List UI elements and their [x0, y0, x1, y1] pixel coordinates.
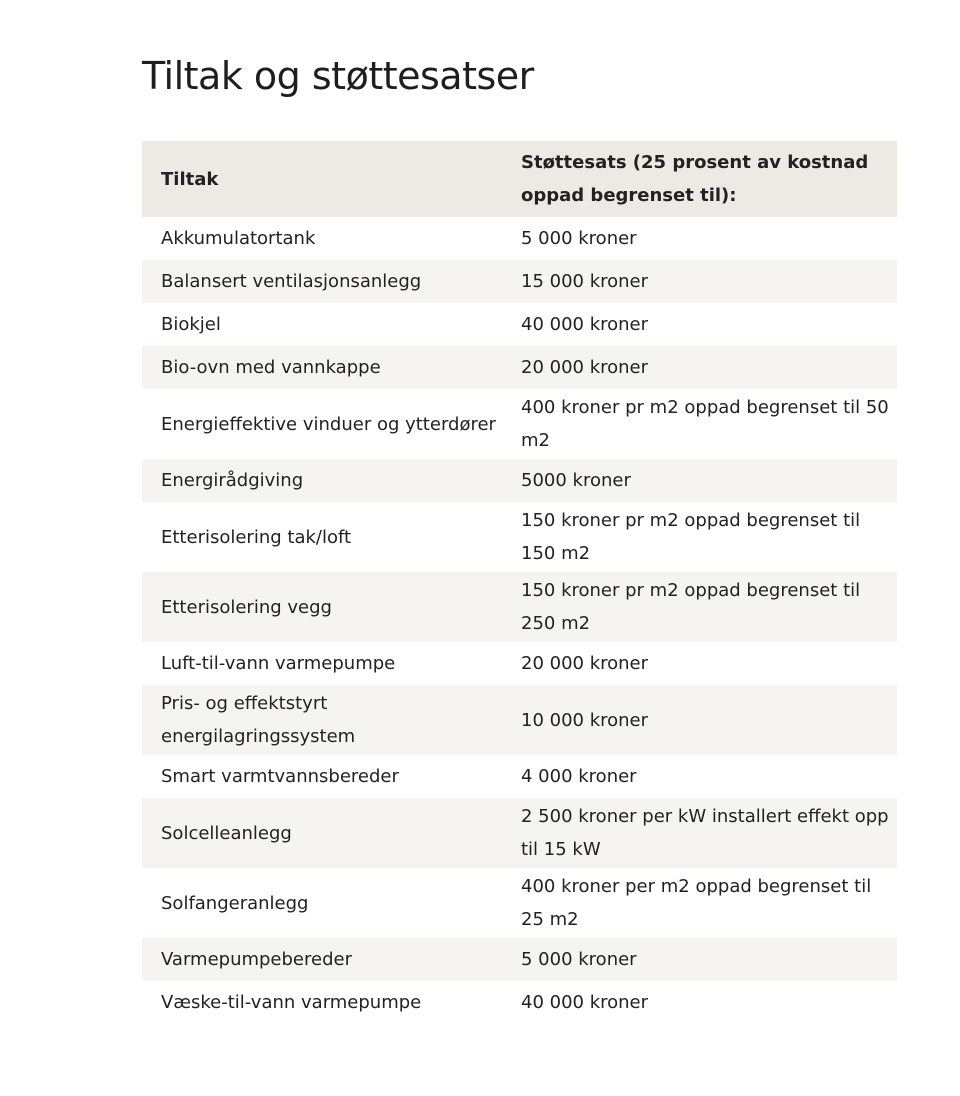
- stottesats-cell: 4 000 kroner: [521, 766, 637, 787]
- tiltak-cell: Varmepumpebereder: [142, 938, 502, 981]
- tiltak-cell: Biokjel: [161, 314, 221, 335]
- page-title: Tiltak og støttesatser: [142, 54, 534, 98]
- stottesats-cell: 5 000 kroner: [502, 938, 897, 981]
- column-header-stottesats: Støttesats (25 prosent av kostnad oppad begrenset til):: [502, 141, 897, 217]
- stottesats-cell: 150 kroner pr m2 oppad begrenset til 250 m2: [502, 572, 897, 642]
- tiltak-cell: Etterisolering tak/loft: [161, 526, 352, 548]
- tiltak-cell: Solfangeranlegg: [161, 892, 309, 914]
- table-row: [142, 642, 897, 685]
- stottesats-cell: 400 kroner per m2 oppad begrenset til 25 m2: [521, 876, 872, 930]
- tiltak-cell: Akkumulatortank: [161, 228, 316, 249]
- table-row: [142, 868, 897, 938]
- table-row: [142, 755, 897, 798]
- table-row: [142, 981, 897, 1024]
- tiltak-cell: Bio-ovn med vannkappe: [142, 346, 502, 389]
- table-row: [142, 938, 897, 981]
- tiltak-cell: Luft-til-vann varmepumpe: [161, 653, 396, 674]
- stottesats-cell: 2 500 kroner per kW installert effekt opp til 15 kW: [502, 798, 897, 868]
- table-row: [142, 260, 897, 303]
- stottesats-cell: 150 kroner pr m2 oppad begrenset til 150 m2: [521, 510, 861, 564]
- table-row: [142, 685, 897, 755]
- stottesats-cell: 10 000 kroner: [502, 685, 897, 755]
- table-header-row: [142, 141, 897, 217]
- tiltak-cell: Solcelleanlegg: [142, 798, 502, 868]
- stottesats-cell: 40 000 kroner: [521, 992, 649, 1013]
- table-row: [142, 459, 897, 502]
- tiltak-cell: Væske-til-vann varmepumpe: [161, 992, 422, 1013]
- table-row: [142, 303, 897, 346]
- stottesats-cell: 400 kroner pr m2 oppad begrenset til 50 m2: [521, 397, 889, 451]
- support-rates-table: [142, 141, 897, 1024]
- table-row: [142, 346, 897, 389]
- tiltak-cell: Pris- og effektstyrt energilagringssystem: [142, 685, 502, 755]
- stottesats-cell: 15 000 kroner: [502, 260, 897, 303]
- table-row: [142, 389, 897, 459]
- stottesats-cell: 20 000 kroner: [521, 653, 649, 674]
- tiltak-cell: Smart varmtvannsbereder: [161, 766, 399, 787]
- stottesats-cell: 5 000 kroner: [521, 228, 637, 249]
- table-row: [142, 798, 897, 868]
- table-row: [142, 502, 897, 572]
- stottesats-cell: 20 000 kroner: [502, 346, 897, 389]
- table-row: [142, 217, 897, 260]
- stottesats-cell: 40 000 kroner: [521, 314, 649, 335]
- tiltak-cell: Energieffektive vinduer og ytterdører: [161, 413, 496, 435]
- tiltak-cell: Balansert ventilasjonsanlegg: [142, 260, 502, 303]
- column-header-tiltak: Tiltak: [142, 141, 502, 217]
- tiltak-cell: Energirådgiving: [142, 459, 502, 502]
- tiltak-cell: Etterisolering vegg: [142, 572, 502, 642]
- stottesats-cell: 5000 kroner: [502, 459, 897, 502]
- table-row: [142, 572, 897, 642]
